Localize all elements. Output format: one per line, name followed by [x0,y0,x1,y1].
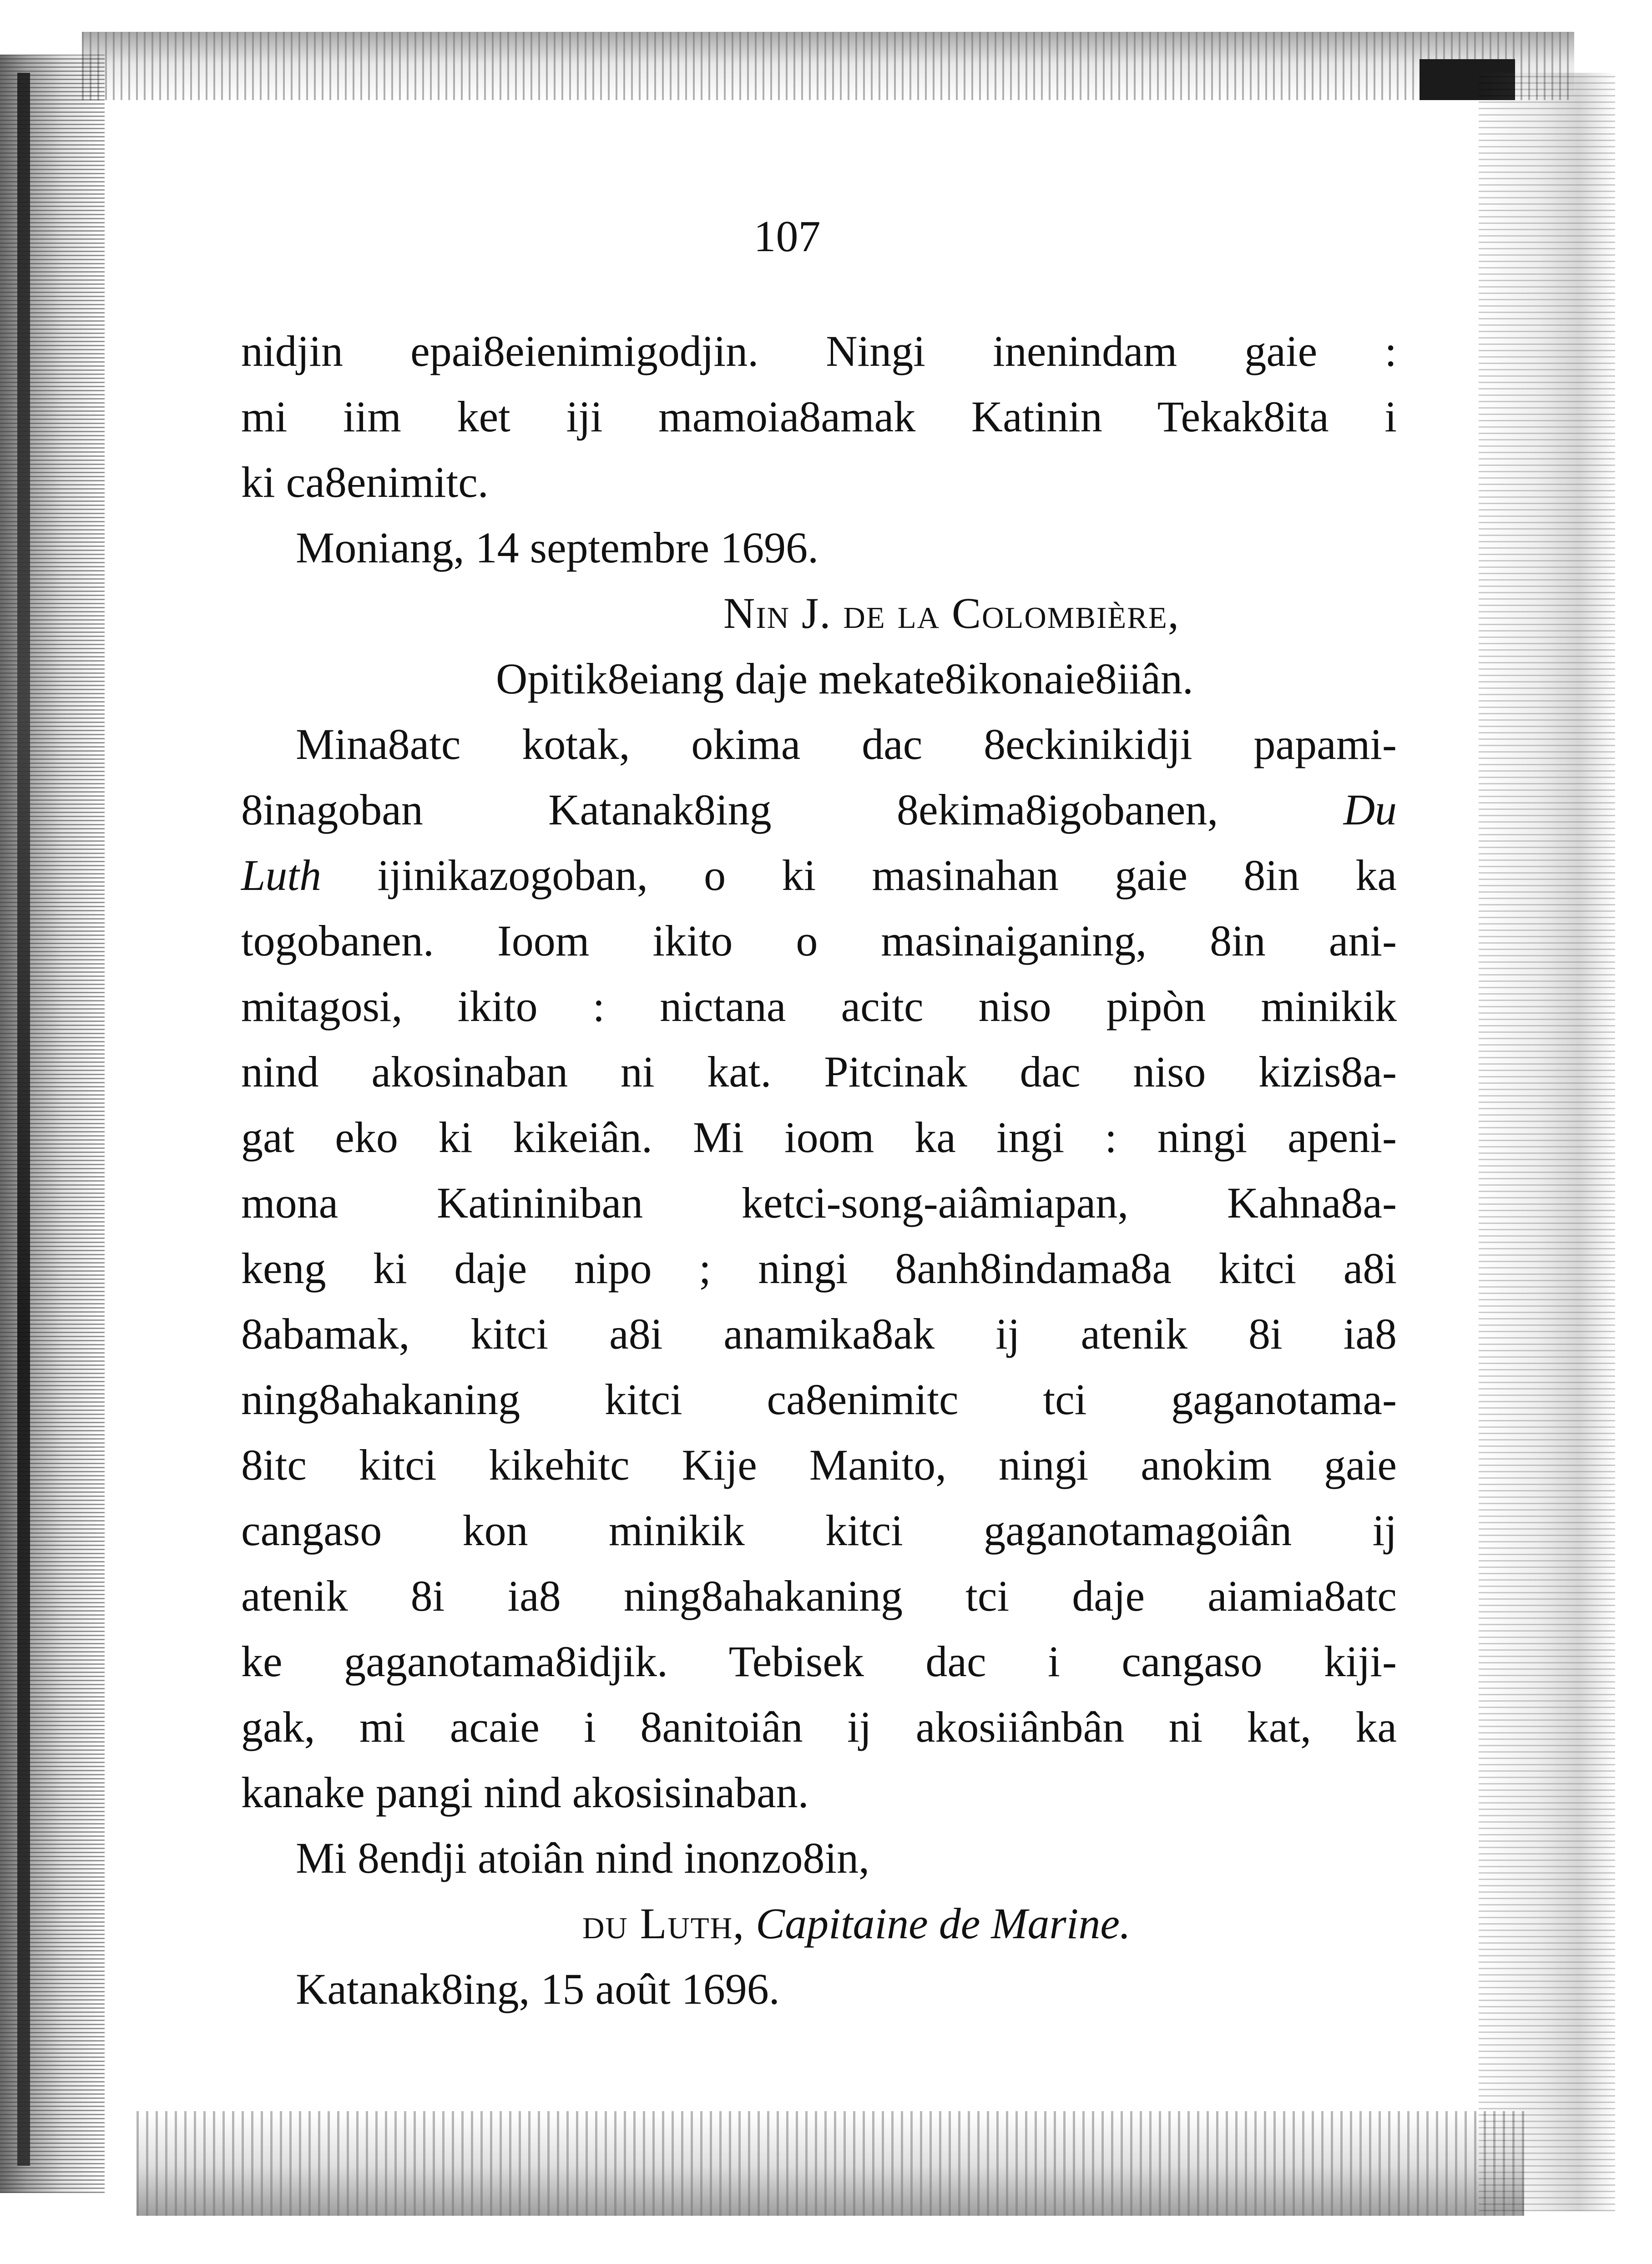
italic-name: Luth [241,851,322,900]
text-line: gak, mi acaie i 8anitoiân ij akosiiânbân ni kat, ka [241,1703,1397,1751]
text-line: keng ki daje nipo ; ningi 8anh8indama8a kitci a8i [241,1244,1397,1293]
text-line: ki ca8enimitc. [241,458,489,506]
text-line [241,777,1397,843]
signature-title: Capitaine de Marine. [756,1899,1131,1948]
italic-name: Du [1343,785,1397,834]
page-number: 107 [753,212,821,261]
text-line: togobanen. Ioom ikito o masinaiganing, 8in ani- [241,916,1397,965]
dateline: Katanak8ing, 15 août 1696. [296,1965,780,2013]
text-line: 8abamak, kitci a8i anamika8ak ij atenik 8i ia8 [241,1309,1397,1358]
text-line: kanake pangi nind akosisinaban. [241,1768,809,1817]
text-segment: 8inagoban Katanak8ing 8ekima8igobanen, [241,785,1218,834]
body-text [241,318,1397,2022]
text-line: mi iim ket iji mamoia8amak Katinin Tekak8ita i [241,392,1397,441]
text-line: 8itc kitci kikehitc Kije Manito, ningi anokim gaie [241,1440,1397,1489]
text-line [241,843,1397,908]
text-line: Mina8atc kotak, okima dac 8eckinikidji papami- [296,720,1397,768]
text-line: ning8ahakaning kitci ca8enimitc tci gaganotama- [241,1375,1397,1424]
text-line: nidjin epai8eienimigodjin. Ningi inenindam gaie : [241,327,1397,375]
text-line: mona Katininiban ketci-song-aiâmiapan, Kahna8a- [241,1178,1397,1227]
text-line: atenik 8i ia8 ning8ahakaning tci daje aiamia8atc [241,1572,1397,1620]
signature-name: du Luth, [582,1899,745,1948]
text-line: ke gaganotama8idjik. Tebisek dac i cangaso kiji- [241,1637,1397,1686]
dateline: Moniang, 14 septembre 1696. [296,523,819,572]
text-line: mitagosi, ikito : nictana acitc niso pipòn minikik [241,982,1397,1031]
text-line: gat eko ki kikeiân. Mi ioom ka ingi : ningi apeni- [241,1113,1397,1162]
text-segment: ijinikazogoban, o ki masinahan gaie 8in ka [377,851,1397,900]
closing-line: Mi 8endji atoiân nind inonzo8in, [296,1834,870,1882]
signature-line [241,1891,1397,1956]
signature-name: Nin J. de la Colombière, [723,589,1180,637]
text-line: nind akosinaban ni kat. Pitcinak dac niso kizis8a- [241,1047,1397,1096]
signature-title: Opitik8eiang daje mekate8ikonaie8iiân. [496,654,1193,703]
text-line: cangaso kon minikik kitci gaganotamagoiân ij [241,1506,1397,1555]
